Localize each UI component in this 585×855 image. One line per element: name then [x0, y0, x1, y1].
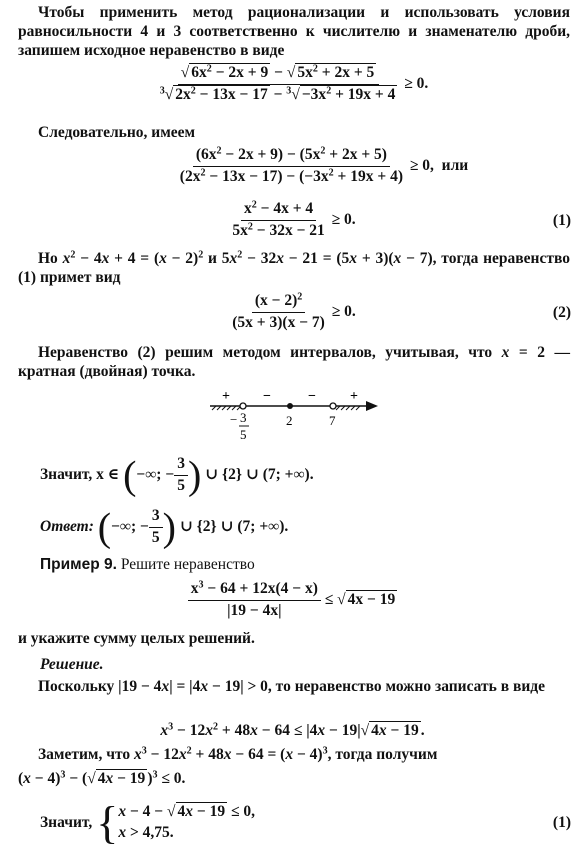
- conclusion-intro: Значит, x ∈: [40, 465, 120, 483]
- point-minus-three-fifths: [240, 403, 246, 409]
- conclusion-line: Значит, x ∈ (−∞; − $\frac{3}{5}$ ) ∪ {2} ∪ (7; +∞).: [40, 452, 314, 498]
- example-text: Решите неравенство: [120, 556, 255, 573]
- sign-2: −: [263, 389, 271, 404]
- axis-arrow: [366, 401, 378, 411]
- sign-1: +: [222, 389, 230, 404]
- label-minus: −: [230, 412, 238, 427]
- equation-number-system: (1): [552, 814, 571, 831]
- answer-rest: ∪ {2} ∪ (7; +∞).: [179, 517, 289, 535]
- example-label: Пример 9.: [40, 556, 117, 573]
- equation-2: $\frac{(x - 2)^2}{(5x + 3)(x - 7)}$ ≥ 0.: [232, 291, 356, 331]
- label-p1-den: 5: [240, 427, 247, 442]
- equation-number-2: (2): [552, 304, 571, 321]
- solution-label: Решение.: [40, 656, 104, 673]
- equation-original: $\frac{√ 6x^2 - 2x + 9 - √ 5x^2 + 2x + 5}{^3√ 2x^2 - 13x - 17 - ^3√ -3x^2 + 19x + 4}$ ≥ 0.: [159, 63, 429, 103]
- system-line: Значит, { x − 4 − √ 4x − 19 ≤ 0, x > 4,75.: [40, 797, 255, 848]
- example-tail: и укажите сумму целых решений.: [18, 630, 255, 647]
- paragraph-cube: Заметим, что $x^3 - 12x^2 + 48x - 64 = (x - 4)^3$, тогда получим: [38, 745, 438, 763]
- equation-rewritten: $x^3 - 12x^2 + 48x - 64 \le |4x - 19|√$ 4x − 19 .: [160, 721, 425, 739]
- answer-label: Ответ:: [40, 517, 94, 535]
- equation-rationalized: $\frac{(6x^2 - 2x + 9) - (5x^2 + 2x + 5)}{(2x^2 - 13x - 17) - (-3x^2 + 19x + 4)}$ ≥ 0, или: [179, 145, 469, 185]
- equation-1: $\frac{x^2 - 4x + 4}{5x^2 - 32x - 21}$ ≥ 0.: [232, 199, 356, 239]
- paragraph-hence: Следовательно, имеем: [38, 124, 196, 141]
- point-seven: [330, 403, 336, 409]
- paragraph-factor: Но $x^2 - 4x + 4 = (x - 2)^2$ и $5x^2 - 32x - 21 = (5x + 3)(x - 7)$, тогда неравенство (1) примет вид: [18, 249, 570, 286]
- example-inequality: $\frac{x^3 - 64 + 12x(4 - x)}{|19 - 4x|}$ ≤ √ 4x − 19: [0, 580, 585, 621]
- label-p3: 7: [329, 413, 336, 428]
- label-p2: 2: [286, 413, 293, 428]
- sign-4: +: [350, 389, 358, 404]
- equation-cube-diff: $(x - 4)^3$ − (√ 4x − 19 )$^3$ ≤ 0.: [18, 769, 186, 787]
- label-p1-num: 3: [240, 410, 247, 425]
- paragraph-intervals: Неравенство (2) решим методом интервалов, учитывая, что x = 2 — кратная (двойная) точка.: [18, 344, 570, 380]
- intro-paragraph: Чтобы применить метод рационализации и использовать условия равносильности 4 и 3 соответственно к числителю и знаменателю дроби, запишем исходное неравенство в виде: [18, 4, 570, 59]
- number-line-diagram: [200, 388, 390, 448]
- paragraph-abs: Поскольку |19 − 4x| = |4x − 19| > 0, то неравенство можно записать в виде: [38, 678, 545, 695]
- system-intro: Значит,: [40, 813, 93, 831]
- answer-line: Ответ: (−∞; − $\frac{3}{5}$ ) ∪ {2} ∪ (7; +∞).: [40, 504, 289, 550]
- equation-number-1: (1): [552, 212, 571, 229]
- sign-3: −: [308, 389, 316, 404]
- point-two: [287, 403, 293, 409]
- example-header: [40, 556, 255, 575]
